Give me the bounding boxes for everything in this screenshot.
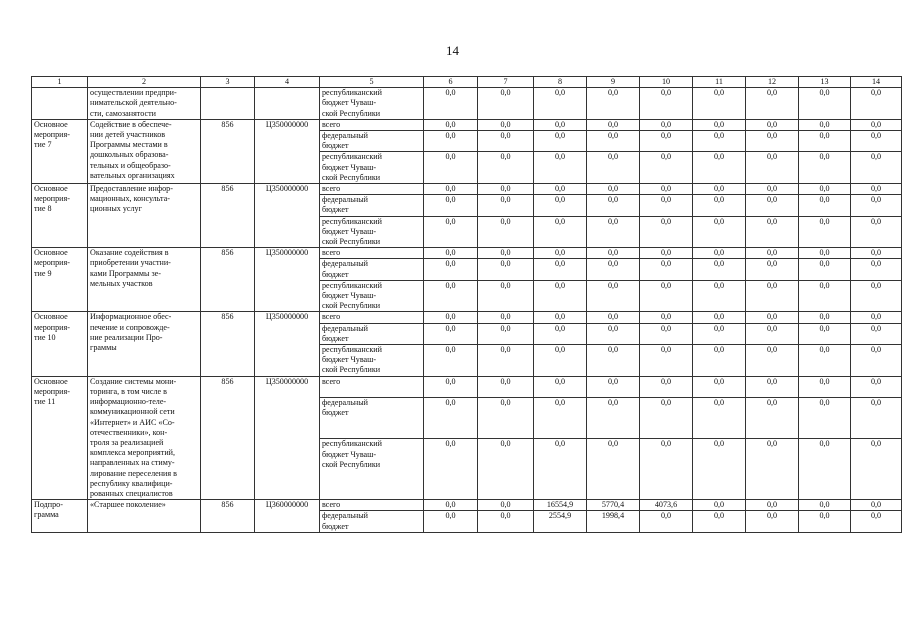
amount-cell: 0,0 xyxy=(478,119,534,130)
amount-cell: 0,0 xyxy=(851,88,902,120)
budget-table xyxy=(31,76,902,533)
amount-cell: 0,0 xyxy=(799,500,851,511)
target-article-cell: Ц350000000 xyxy=(255,312,320,376)
activity-type-cell: Основное мероприя- тие 10 xyxy=(32,312,88,376)
grbs-code-cell: 856 xyxy=(201,184,255,248)
amount-cell: 0,0 xyxy=(534,184,587,195)
amount-cell: 0,0 xyxy=(534,259,587,280)
amount-cell: 0,0 xyxy=(799,88,851,120)
amount-cell: 0,0 xyxy=(424,152,478,184)
grbs-code-cell: 856 xyxy=(201,248,255,312)
amount-cell: 0,0 xyxy=(587,216,640,248)
activity-name-cell: Создание системы мони- торинга, в том числе в информационно-теле- коммуникационной сети «Интернет» и АИС «Со- отечественники», кон- троля за реализацией комплекса мероприятий, направленных на стиму- лирование переселения в республику квалифици- рованных специалистов xyxy=(88,376,201,499)
funding-source-cell: всего xyxy=(320,184,424,195)
amount-cell: 0,0 xyxy=(587,195,640,216)
amount-cell: 0,0 xyxy=(587,439,640,500)
funding-source-cell: всего xyxy=(320,500,424,511)
amount-cell: 0,0 xyxy=(424,88,478,120)
amount-cell: 0,0 xyxy=(587,398,640,439)
target-article-cell: Ц350000000 xyxy=(255,376,320,499)
header-cell: 13 xyxy=(799,77,851,88)
activity-name-cell: «Старшее поколение» xyxy=(88,500,201,533)
amount-cell: 0,0 xyxy=(478,398,534,439)
amount-cell: 0,0 xyxy=(534,398,587,439)
amount-cell: 0,0 xyxy=(587,119,640,130)
amount-cell: 0,0 xyxy=(746,131,799,152)
amount-cell: 0,0 xyxy=(851,216,902,248)
amount-cell: 0,0 xyxy=(746,184,799,195)
header-cell: 3 xyxy=(201,77,255,88)
amount-cell: 0,0 xyxy=(799,439,851,500)
amount-cell: 0,0 xyxy=(478,195,534,216)
header-cell: 9 xyxy=(587,77,640,88)
amount-cell: 0,0 xyxy=(587,376,640,398)
amount-cell: 0,0 xyxy=(424,259,478,280)
amount-cell: 0,0 xyxy=(424,439,478,500)
amount-cell: 0,0 xyxy=(746,152,799,184)
header-cell: 6 xyxy=(424,77,478,88)
amount-cell: 0,0 xyxy=(478,248,534,259)
table-row xyxy=(32,312,902,323)
amount-cell: 0,0 xyxy=(799,216,851,248)
funding-source-cell: федеральный бюджет xyxy=(320,398,424,439)
amount-cell: 0,0 xyxy=(746,119,799,130)
amount-cell: 0,0 xyxy=(799,280,851,312)
amount-cell: 0,0 xyxy=(424,376,478,398)
amount-cell: 0,0 xyxy=(534,323,587,344)
amount-cell: 0,0 xyxy=(693,511,746,532)
amount-cell: 0,0 xyxy=(424,184,478,195)
amount-cell: 0,0 xyxy=(799,376,851,398)
amount-cell: 0,0 xyxy=(746,280,799,312)
amount-cell: 0,0 xyxy=(640,511,693,532)
activity-name-cell: Содействие в обеспече- нии детей участников Программы местами в дошкольных образова- тельных и общеобразо- вательных организациях xyxy=(88,119,201,183)
amount-cell: 0,0 xyxy=(478,323,534,344)
amount-cell: 0,0 xyxy=(746,398,799,439)
amount-cell: 0,0 xyxy=(693,323,746,344)
grbs-code-cell: 856 xyxy=(201,119,255,183)
funding-source-cell: всего xyxy=(320,312,424,323)
header-row xyxy=(32,77,902,88)
table-row xyxy=(32,500,902,511)
amount-cell: 0,0 xyxy=(587,312,640,323)
amount-cell: 0,0 xyxy=(640,131,693,152)
amount-cell: 0,0 xyxy=(424,511,478,532)
amount-cell: 5770,4 xyxy=(587,500,640,511)
activity-type-cell: Подпро- грамма xyxy=(32,500,88,533)
amount-cell: 2554,9 xyxy=(534,511,587,532)
amount-cell: 0,0 xyxy=(534,345,587,377)
amount-cell: 0,0 xyxy=(478,131,534,152)
amount-cell: 0,0 xyxy=(587,184,640,195)
amount-cell: 0,0 xyxy=(640,88,693,120)
amount-cell: 1998,4 xyxy=(587,511,640,532)
amount-cell: 0,0 xyxy=(587,280,640,312)
amount-cell: 0,0 xyxy=(640,280,693,312)
amount-cell: 0,0 xyxy=(640,323,693,344)
amount-cell: 0,0 xyxy=(640,216,693,248)
amount-cell: 0,0 xyxy=(478,511,534,532)
amount-cell: 0,0 xyxy=(478,500,534,511)
amount-cell: 0,0 xyxy=(478,259,534,280)
amount-cell: 0,0 xyxy=(478,439,534,500)
amount-cell: 0,0 xyxy=(693,500,746,511)
amount-cell: 0,0 xyxy=(424,195,478,216)
target-article-cell: Ц350000000 xyxy=(255,184,320,248)
amount-cell: 0,0 xyxy=(478,184,534,195)
funding-source-cell: республиканский бюджет Чуваш- ской Республики xyxy=(320,439,424,500)
amount-cell: 0,0 xyxy=(478,280,534,312)
amount-cell: 0,0 xyxy=(799,131,851,152)
amount-cell: 0,0 xyxy=(851,280,902,312)
amount-cell: 0,0 xyxy=(746,195,799,216)
target-article-cell: Ц350000000 xyxy=(255,119,320,183)
amount-cell: 0,0 xyxy=(851,152,902,184)
amount-cell: 0,0 xyxy=(534,376,587,398)
header-cell: 12 xyxy=(746,77,799,88)
amount-cell: 0,0 xyxy=(693,131,746,152)
amount-cell: 0,0 xyxy=(693,259,746,280)
amount-cell: 0,0 xyxy=(693,195,746,216)
amount-cell: 0,0 xyxy=(693,376,746,398)
activity-name-cell: Предоставление инфор- мационных, консульта- ционных услуг xyxy=(88,184,201,248)
amount-cell: 0,0 xyxy=(746,312,799,323)
amount-cell: 0,0 xyxy=(424,312,478,323)
amount-cell: 0,0 xyxy=(424,119,478,130)
amount-cell: 0,0 xyxy=(640,376,693,398)
amount-cell: 0,0 xyxy=(851,500,902,511)
amount-cell: 0,0 xyxy=(693,152,746,184)
amount-cell: 0,0 xyxy=(534,131,587,152)
amount-cell: 0,0 xyxy=(640,119,693,130)
grbs-code-cell: 856 xyxy=(201,376,255,499)
funding-source-cell: республиканский бюджет Чуваш- ской Республики xyxy=(320,152,424,184)
amount-cell: 0,0 xyxy=(851,195,902,216)
header-cell: 1 xyxy=(32,77,88,88)
amount-cell: 0,0 xyxy=(851,312,902,323)
amount-cell: 0,0 xyxy=(693,398,746,439)
amount-cell: 0,0 xyxy=(799,398,851,439)
amount-cell: 0,0 xyxy=(799,259,851,280)
amount-cell: 0,0 xyxy=(534,152,587,184)
header-cell: 7 xyxy=(478,77,534,88)
amount-cell: 0,0 xyxy=(478,216,534,248)
amount-cell: 0,0 xyxy=(424,248,478,259)
amount-cell: 0,0 xyxy=(693,312,746,323)
page-number: 14 xyxy=(446,43,459,58)
amount-cell: 0,0 xyxy=(534,248,587,259)
amount-cell: 0,0 xyxy=(534,195,587,216)
amount-cell: 0,0 xyxy=(478,376,534,398)
amount-cell: 0,0 xyxy=(587,345,640,377)
amount-cell: 0,0 xyxy=(534,312,587,323)
amount-cell: 0,0 xyxy=(746,248,799,259)
amount-cell: 16554,9 xyxy=(534,500,587,511)
header-cell: 8 xyxy=(534,77,587,88)
activity-name-cell: Оказание содействия в приобретении участни- ками Программы зе- мельных участков xyxy=(88,248,201,312)
target-article-cell: Ц360000000 xyxy=(255,500,320,533)
activity-name-cell: Информационное обес- печение и сопровожде- ние реализации Про- граммы xyxy=(88,312,201,376)
grbs-code-cell: 856 xyxy=(201,312,255,376)
amount-cell: 0,0 xyxy=(587,323,640,344)
header-cell: 11 xyxy=(693,77,746,88)
funding-source-cell: федеральный бюджет xyxy=(320,259,424,280)
amount-cell: 0,0 xyxy=(851,323,902,344)
amount-cell: 0,0 xyxy=(587,152,640,184)
amount-cell: 0,0 xyxy=(424,323,478,344)
amount-cell: 0,0 xyxy=(693,439,746,500)
amount-cell: 0,0 xyxy=(534,88,587,120)
amount-cell: 0,0 xyxy=(799,312,851,323)
amount-cell: 0,0 xyxy=(693,119,746,130)
funding-source-cell: всего xyxy=(320,248,424,259)
amount-cell: 0,0 xyxy=(851,184,902,195)
amount-cell: 0,0 xyxy=(587,248,640,259)
amount-cell: 0,0 xyxy=(478,345,534,377)
amount-cell: 0,0 xyxy=(799,248,851,259)
amount-cell: 0,0 xyxy=(587,88,640,120)
amount-cell: 0,0 xyxy=(746,511,799,532)
amount-cell: 0,0 xyxy=(424,216,478,248)
amount-cell: 0,0 xyxy=(851,511,902,532)
amount-cell: 0,0 xyxy=(640,439,693,500)
amount-cell: 0,0 xyxy=(746,439,799,500)
amount-cell: 0,0 xyxy=(851,439,902,500)
amount-cell: 0,0 xyxy=(640,195,693,216)
funding-source-cell: федеральный бюджет xyxy=(320,131,424,152)
activity-type-cell: Основное мероприя- тие 8 xyxy=(32,184,88,248)
amount-cell: 0,0 xyxy=(851,376,902,398)
amount-cell: 0,0 xyxy=(746,216,799,248)
amount-cell: 0,0 xyxy=(424,280,478,312)
amount-cell: 0,0 xyxy=(640,152,693,184)
activity-type-cell: Основное мероприя- тие 9 xyxy=(32,248,88,312)
table-row xyxy=(32,88,902,120)
header-cell: 10 xyxy=(640,77,693,88)
funding-source-cell: республиканский бюджет Чуваш- ской Республики xyxy=(320,280,424,312)
amount-cell: 0,0 xyxy=(478,152,534,184)
amount-cell: 0,0 xyxy=(534,280,587,312)
header-cell: 5 xyxy=(320,77,424,88)
amount-cell: 0,0 xyxy=(851,119,902,130)
amount-cell: 0,0 xyxy=(799,195,851,216)
activity-type-cell: Основное мероприя- тие 11 xyxy=(32,376,88,499)
amount-cell: 0,0 xyxy=(587,259,640,280)
amount-cell: 0,0 xyxy=(851,131,902,152)
target-article-cell: Ц350000000 xyxy=(255,248,320,312)
funding-source-cell: всего xyxy=(320,119,424,130)
activity-type-cell xyxy=(32,88,88,120)
amount-cell: 0,0 xyxy=(640,184,693,195)
table-row xyxy=(32,248,902,259)
amount-cell: 0,0 xyxy=(640,398,693,439)
amount-cell: 0,0 xyxy=(851,345,902,377)
amount-cell: 0,0 xyxy=(746,88,799,120)
amount-cell: 0,0 xyxy=(746,323,799,344)
header-cell: 14 xyxy=(851,77,902,88)
funding-source-cell: всего xyxy=(320,376,424,398)
funding-source-cell: республиканский бюджет Чуваш- ской Республики xyxy=(320,88,424,120)
amount-cell: 0,0 xyxy=(424,345,478,377)
amount-cell: 0,0 xyxy=(478,312,534,323)
header-cell: 2 xyxy=(88,77,201,88)
amount-cell: 0,0 xyxy=(746,376,799,398)
funding-source-cell: федеральный бюджет xyxy=(320,195,424,216)
target-article-cell xyxy=(255,88,320,120)
amount-cell: 0,0 xyxy=(424,131,478,152)
amount-cell: 0,0 xyxy=(534,216,587,248)
amount-cell: 0,0 xyxy=(851,248,902,259)
header-cell: 4 xyxy=(255,77,320,88)
table-row xyxy=(32,376,902,398)
table-row xyxy=(32,184,902,195)
funding-source-cell: республиканский бюджет Чуваш- ской Республики xyxy=(320,345,424,377)
activity-type-cell: Основное мероприя- тие 7 xyxy=(32,119,88,183)
grbs-code-cell xyxy=(201,88,255,120)
activity-name-cell: осуществлении предпри- нимательской деятельно- сти, самозанятости xyxy=(88,88,201,120)
amount-cell: 0,0 xyxy=(851,398,902,439)
amount-cell: 0,0 xyxy=(424,500,478,511)
amount-cell: 0,0 xyxy=(478,88,534,120)
amount-cell: 0,0 xyxy=(693,216,746,248)
amount-cell: 0,0 xyxy=(424,398,478,439)
amount-cell: 0,0 xyxy=(799,323,851,344)
funding-source-cell: федеральный бюджет xyxy=(320,323,424,344)
funding-source-cell: федеральный бюджет xyxy=(320,511,424,532)
amount-cell: 0,0 xyxy=(693,184,746,195)
amount-cell: 0,0 xyxy=(693,280,746,312)
amount-cell: 0,0 xyxy=(799,119,851,130)
amount-cell: 0,0 xyxy=(640,248,693,259)
funding-source-cell: республиканский бюджет Чуваш- ской Республики xyxy=(320,216,424,248)
amount-cell: 0,0 xyxy=(693,345,746,377)
amount-cell: 0,0 xyxy=(693,248,746,259)
amount-cell: 0,0 xyxy=(799,345,851,377)
amount-cell: 0,0 xyxy=(746,259,799,280)
amount-cell: 0,0 xyxy=(534,119,587,130)
amount-cell: 0,0 xyxy=(799,511,851,532)
table-row xyxy=(32,119,902,130)
amount-cell: 0,0 xyxy=(851,259,902,280)
amount-cell: 0,0 xyxy=(587,131,640,152)
amount-cell: 0,0 xyxy=(640,345,693,377)
amount-cell: 0,0 xyxy=(799,152,851,184)
amount-cell: 0,0 xyxy=(746,500,799,511)
amount-cell: 0,0 xyxy=(640,312,693,323)
amount-cell: 0,0 xyxy=(799,184,851,195)
grbs-code-cell: 856 xyxy=(201,500,255,533)
amount-cell: 0,0 xyxy=(746,345,799,377)
amount-cell: 0,0 xyxy=(534,439,587,500)
amount-cell: 0,0 xyxy=(693,88,746,120)
amount-cell: 4073,6 xyxy=(640,500,693,511)
amount-cell: 0,0 xyxy=(640,259,693,280)
